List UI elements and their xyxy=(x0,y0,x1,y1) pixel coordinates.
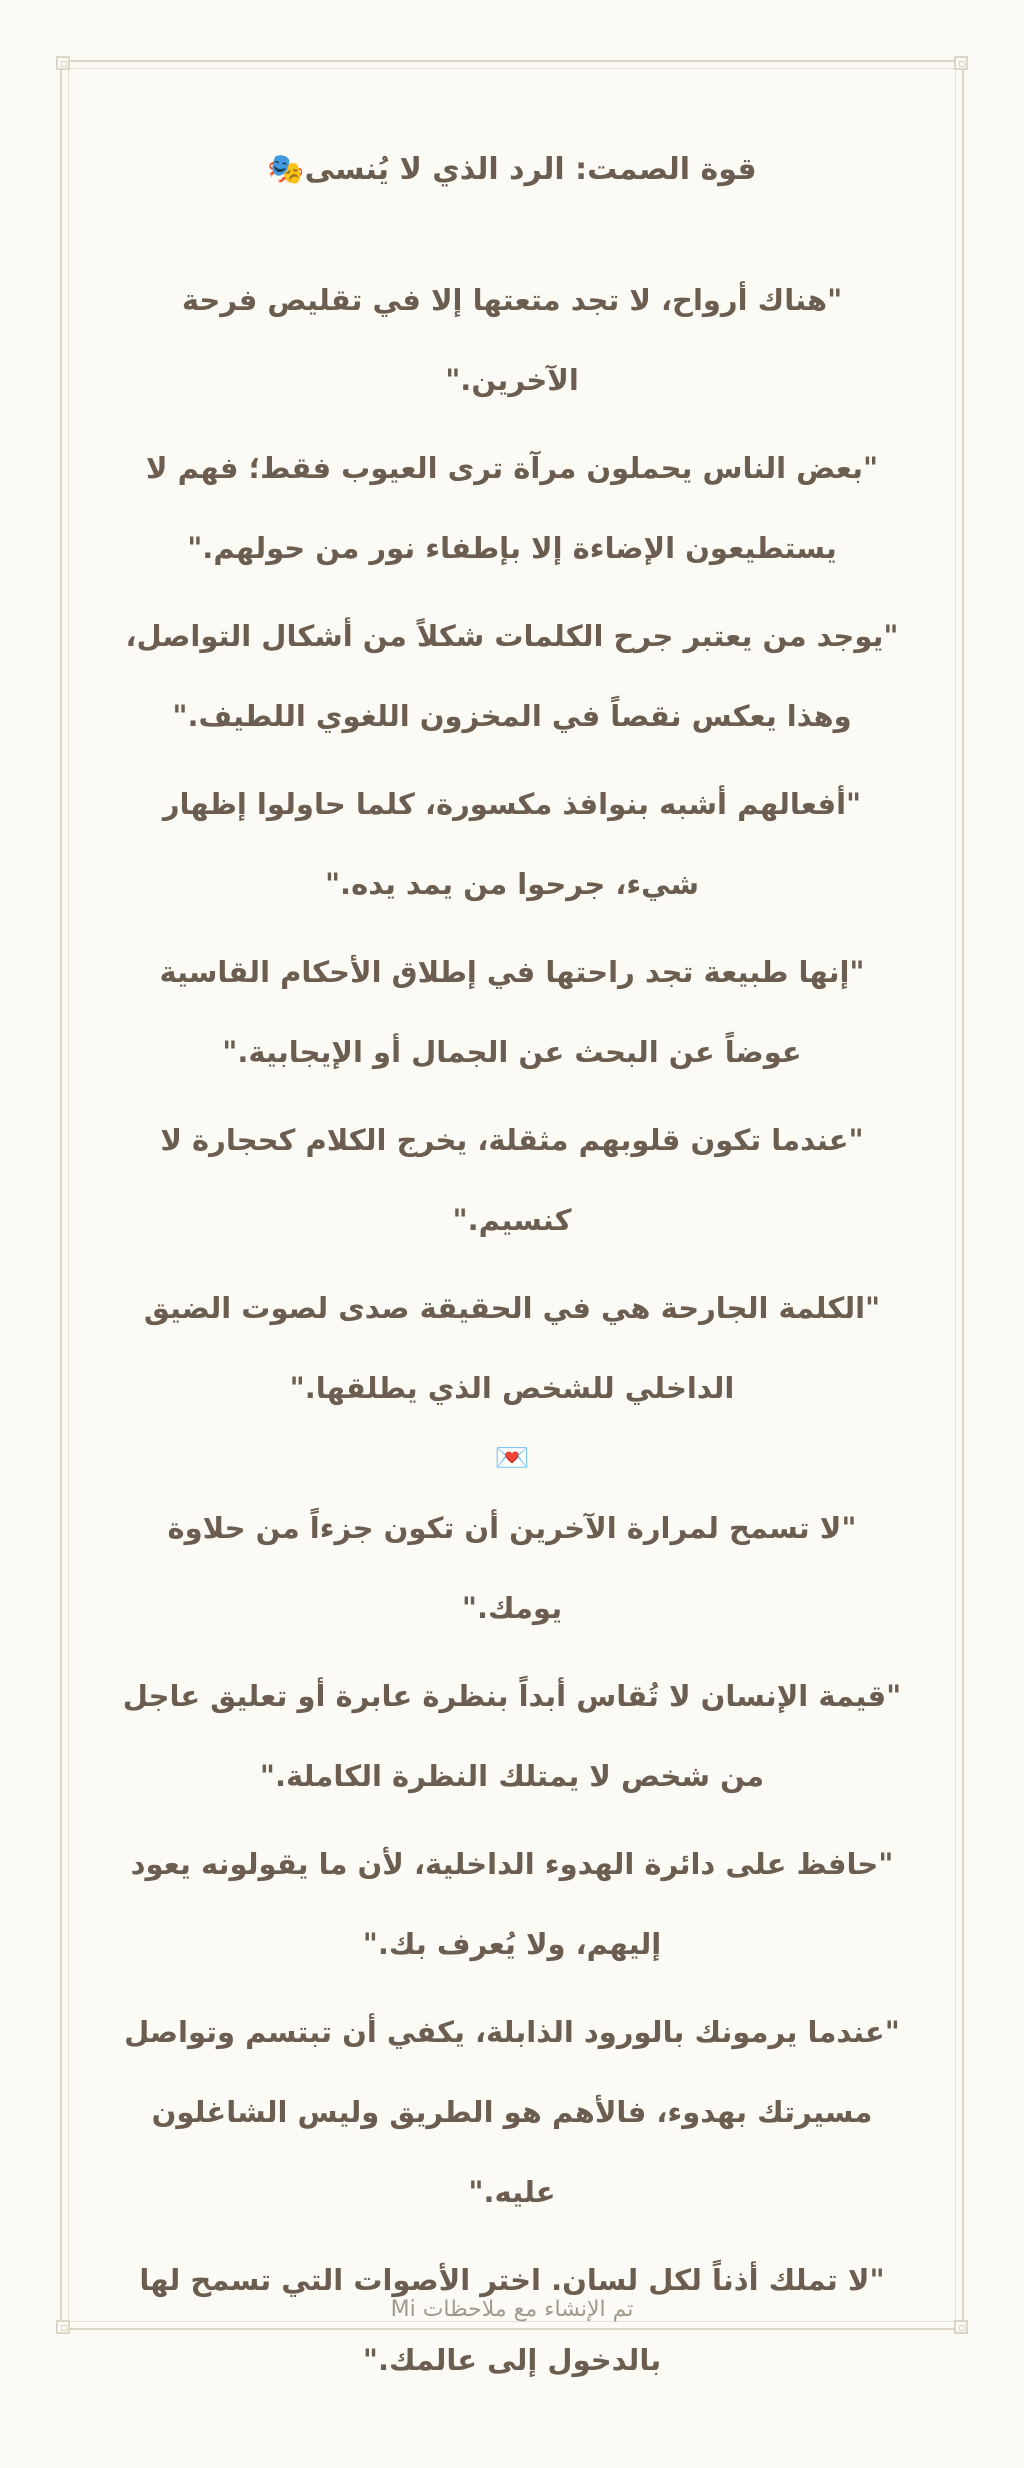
note-content xyxy=(120,140,904,2400)
note-paragraph: "بعض الناس يحملون مرآة ترى العيوب فقط؛ فهم لا يستطيعون الإضاءة إلا بإطفاء نور من حولهم." xyxy=(145,451,879,565)
frame-corner-ornament xyxy=(56,56,70,70)
note-paragraph: "هناك أرواح، لا تجد متعتها إلا في تقليص فرحة الآخرين." xyxy=(181,283,843,397)
note-paragraph: "عندما يرمونك بالورود الذابلة، يكفي أن تبتسم وتواصل مسيرتك بهدوء، فالأهم هو الطريق وليس الشاغلون عليه." xyxy=(124,2015,900,2209)
footer-text: تم الإنشاء مع ملاحظات Mi xyxy=(390,2297,634,2322)
footer xyxy=(0,2290,1024,2330)
love-letter-icon: 💌 xyxy=(494,1441,530,1474)
note-paragraph: "حافظ على دائرة الهدوء الداخلية، لأن ما يقولونه يعود إليهم، ولا يُعرف بك." xyxy=(130,1847,894,1961)
note-paragraph: "إنها طبيعة تجد راحتها في إطلاق الأحكام القاسية عوضاً عن البحث عن الجمال أو الإيجابية." xyxy=(159,955,865,1069)
note-paragraph: "لا تسمح لمرارة الآخرين أن تكون جزءاً من حلاوة يومك." xyxy=(167,1511,857,1625)
note-paragraph: "يوجد من يعتبر جرح الكلمات شكلاً من أشكال التواصل، وهذا يعكس نقصاً في المخزون اللغوي اللطيف." xyxy=(125,619,899,733)
note-title: قوة الصمت: الرد الذي لا يُنسى🎭 xyxy=(267,152,757,187)
note-paragraph: "عندما تكون قلوبهم مثقلة، يخرج الكلام كحجارة لا كنسيم." xyxy=(160,1123,864,1237)
note-paragraph: "قيمة الإنسان لا تُقاس أبداً بنظرة عابرة أو تعليق عاجل من شخص لا يمتلك النظرة الكاملة." xyxy=(122,1679,902,1793)
note-paragraph: "أفعالهم أشبه بنوافذ مكسورة، كلما حاولوا إظهار شيء، جرحوا من يمد يده." xyxy=(162,787,862,901)
frame-corner-ornament xyxy=(954,56,968,70)
note-paragraph: "الكلمة الجارحة هي في الحقيقة صدى لصوت الضيق الداخلي للشخص الذي يطلقها." xyxy=(143,1291,881,1405)
note-paragraph: "لا تملك أذناً لكل لسان. اختر الأصوات التي تسمح لها بالدخول إلى عالمك." xyxy=(139,2263,885,2377)
